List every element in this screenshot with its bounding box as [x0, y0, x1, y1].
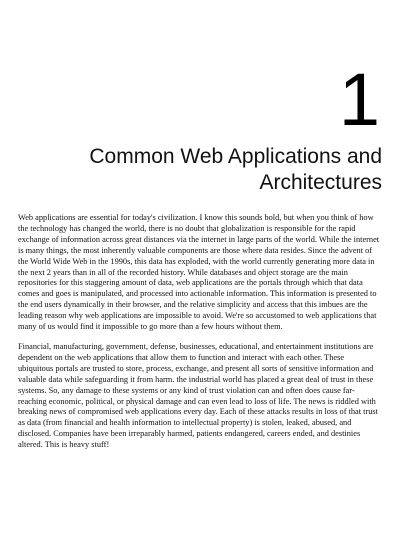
chapter-title: Common Web Applications and Architectures: [89, 145, 382, 194]
chapter-number: 1: [338, 58, 380, 141]
chapter-body: [18, 213, 380, 460]
body-paragraph: Web applications are essential for today's civilization. I know this sounds bold, but when you think of how the technology has changed the world, there is no doubt that globalization is responsible for the rapid exchange of information across great distances via the internet in large parts of the world. While the internet is many things, the most inherently valuable components are those where data resides. Since the advent of the World Wide Web in the 1990s, this data has exploded, with the world currently generating more data in the next 2 years than in all of the recorded history. While databases and object storage are the main repositories for this staggering amount of data, web applications are the portals through which that data comes and goes is manipulated, and processed into actionable information. This information is presented to the end users dynamically in their browser, and the relative simplicity and access that this imbues are the leading reason why web applications are impossible to avoid. We're so accustomed to web applications that many of us would find it impossible to go more than a few hours without them.: [18, 213, 380, 332]
body-paragraph: Financial, manufacturing, government, defense, businesses, educational, and entertainment institutions are dependent on the web applications that allow them to function and interact with each other. These ubiquitous portals are trusted to store, process, exchange, and present all sorts of sensitive information and valuable data while safeguarding it from harm. the industrial world has placed a great deal of trust in these systems. So, any damage to these systems or any kind of trust violation can and often does cause far-reaching economic, political, or physical damage and can even lead to loss of life. The news is riddled with breaking news of compromised web applications every day. Each of these attacks results in loss of that trust as data (from financial and health information to intellectual property) is stolen, leaked, abused, and disclosed. Companies have been irreparably harmed, patients endangered, careers ended, and destinies altered. This is heavy stuff!: [18, 341, 378, 450]
